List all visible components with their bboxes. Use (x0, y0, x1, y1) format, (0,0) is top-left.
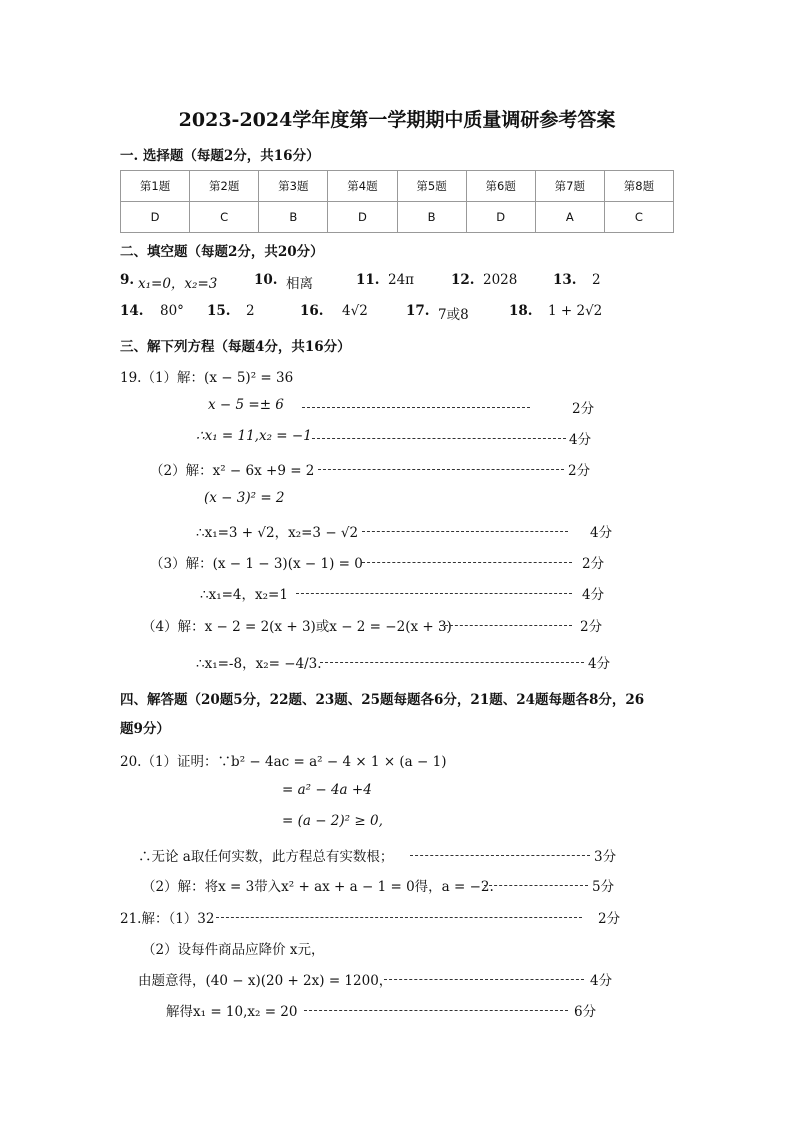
answer-value: x₁=0，x₂=3 (138, 276, 218, 292)
dash-leader (484, 885, 588, 886)
table-cell: D (328, 202, 397, 233)
q21-line: 解得x₁ = 10,x₂ = 20 (166, 1004, 298, 1020)
q20-line: （2）解：将x = 3带入x² + ax + a − 1 = 0得，a = −2. (142, 879, 494, 895)
table-header-cell: 第5题 (397, 171, 466, 202)
q19-line: （3）解：(x − 1 − 3)(x − 1) = 0 (150, 556, 363, 572)
table-header-cell: 第7题 (535, 171, 604, 202)
table-row (121, 202, 674, 233)
q20-line: ∴无论 a取任何实数，此方程总有实数根； (138, 849, 394, 865)
question-number: 13. (553, 272, 577, 288)
question-number: 17. (406, 303, 430, 319)
section-heading-fill: 二、填空题（每题2分，共20分） (120, 244, 324, 260)
table-cell: D (121, 202, 190, 233)
answer-value: 2028 (483, 272, 518, 288)
table-cell: D (466, 202, 535, 233)
question-number: 12. (451, 272, 475, 288)
dash-leader (312, 438, 566, 439)
dash-leader (362, 531, 568, 532)
dash-leader (296, 593, 572, 594)
q19-line: ∴x₁=4，x₂=1 (200, 587, 288, 603)
answer-value: 2 (592, 272, 601, 288)
table-header-cell: 第6题 (466, 171, 535, 202)
q20-line: = (a − 2)² ≥ 0, (282, 813, 383, 829)
dash-leader (320, 662, 584, 663)
answer-value: 24π (388, 272, 415, 288)
q20-line: = a² − 4a +4 (282, 782, 372, 798)
question-number: 9. (120, 272, 135, 288)
dash-leader (362, 562, 572, 563)
table-header-cell: 第8题 (604, 171, 673, 202)
table-header-row (121, 171, 674, 202)
table-cell: C (604, 202, 673, 233)
question-number: 15. (207, 303, 231, 319)
answer-value: 7或8 (438, 307, 469, 323)
table-header-cell: 第4题 (328, 171, 397, 202)
answer-value: 相离 (286, 276, 313, 292)
q19-line: x − 5 =± 6 (208, 397, 284, 413)
section-heading-equations: 三、解下列方程（每题4分，共16分） (120, 339, 351, 355)
section-heading-solutions: 四、解答题（20题5分，22题、23题、25题每题各6分，21题、24题每题各8分，26 (120, 692, 645, 708)
score-label: 2分 (598, 911, 621, 927)
q19-line: ∴x₁=3 + √2，x₂=3 − √2 (196, 525, 359, 541)
section-heading-solutions-cont: 题9分） (120, 721, 170, 737)
q20-line: 20.（1）证明：∵b² − 4ac = a² − 4 × 1 × (a − 1) (120, 754, 447, 770)
dash-leader (304, 1010, 568, 1011)
table-cell: B (259, 202, 328, 233)
score-label: 2分 (568, 463, 591, 479)
q21-line: 由题意得，(40 − x)(20 + 2x) = 1200， (138, 973, 393, 989)
q21-line: 21.解：（1）32 (120, 911, 215, 927)
score-label: 5分 (592, 879, 615, 895)
dash-leader (384, 979, 584, 980)
question-number: 16. (300, 303, 324, 319)
dash-leader (318, 469, 564, 470)
dash-leader (410, 855, 590, 856)
section-heading-choice: 一. 选择题（每题2分，共16分） (120, 148, 320, 164)
table-cell: B (397, 202, 466, 233)
table-cell: A (535, 202, 604, 233)
dash-leader (302, 407, 530, 408)
table-header-cell: 第1题 (121, 171, 190, 202)
q19-line: （2）解：x² − 6x +9 = 2 (150, 463, 315, 479)
q19-line: ∴x₁=-8，x₂= −4/3. (196, 656, 322, 672)
score-label: 4分 (590, 973, 613, 989)
question-number: 10. (254, 272, 278, 288)
question-number: 11. (356, 272, 380, 288)
score-label: 2分 (572, 401, 595, 417)
q19-line: （4）解：x − 2 = 2(x + 3)或x − 2 = −2(x + 3) (142, 619, 452, 635)
q19-line: (x − 3)² = 2 (204, 490, 285, 506)
page-title: 2023-2024学年度第一学期期中质量调研参考答案 (178, 109, 616, 131)
question-number: 14. (120, 303, 144, 319)
q21-line: （2）设每件商品应降价 x元， (142, 942, 325, 958)
choice-answer-table (120, 170, 674, 233)
answer-value: 80° (160, 303, 184, 319)
answer-value: 4√2 (342, 303, 368, 319)
dash-leader (440, 625, 572, 626)
table-header-cell: 第2题 (190, 171, 259, 202)
q19-line: ∴x₁ = 11,x₂ = −1 (196, 428, 312, 444)
score-label: 4分 (588, 656, 611, 672)
answer-value: 2 (246, 303, 255, 319)
table-header-cell: 第3题 (259, 171, 328, 202)
score-label: 6分 (574, 1004, 597, 1020)
table-cell: C (190, 202, 259, 233)
question-number: 18. (509, 303, 533, 319)
score-label: 3分 (594, 849, 617, 865)
score-label: 4分 (590, 525, 613, 541)
q19-line: 19.（1）解：(x − 5)² = 36 (120, 370, 294, 386)
score-label: 4分 (582, 587, 605, 603)
score-label: 2分 (580, 619, 603, 635)
score-label: 4分 (569, 432, 592, 448)
score-label: 2分 (582, 556, 605, 572)
dash-leader (216, 917, 582, 918)
answer-value: 1 + 2√2 (548, 303, 603, 319)
